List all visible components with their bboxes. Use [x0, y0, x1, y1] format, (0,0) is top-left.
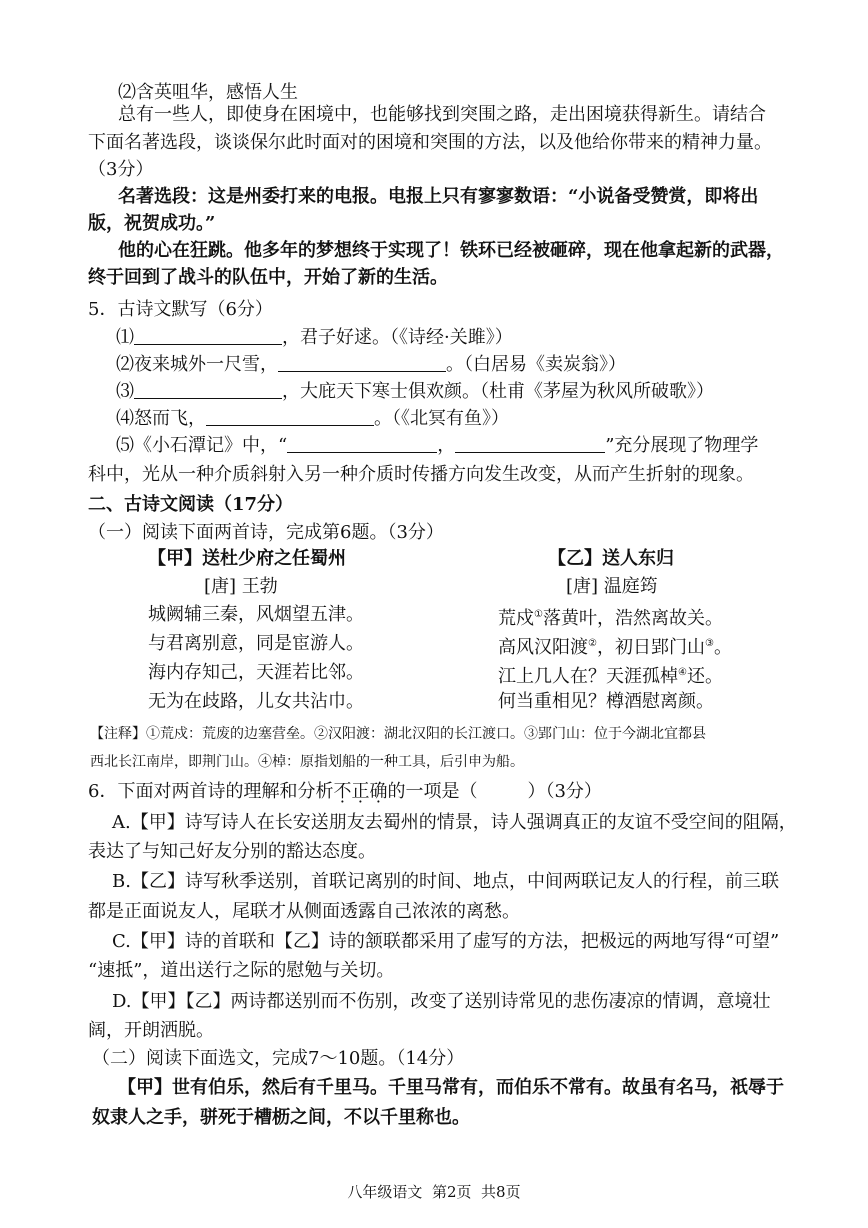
excerpt-line4: 终于回到了战斗的队伍中，开始了新的生活。	[88, 267, 448, 288]
part1-instruction: （一）阅读下面两首诗，完成第6题。（3分）	[88, 522, 444, 543]
excerpt-line1: 名著选段：这是州委打来的电报。电报上只有寥寥数语：“小说备受赞赏，即将出	[118, 186, 759, 207]
q5-item5	[116, 434, 758, 458]
poem-a-author: [唐] 王勃	[204, 576, 278, 597]
q5-item5-end: ”充分展现了物理学	[605, 435, 759, 456]
q5-item5-mid: ，	[437, 435, 456, 456]
answer-blank-2[interactable]	[278, 353, 446, 372]
q5-item1-num: ⑴	[116, 327, 134, 348]
poem-b-text: 还。	[686, 666, 723, 687]
answer-blank-5[interactable]	[287, 434, 437, 453]
q5-item2-end: 。（白居易《卖炭翁》）	[446, 354, 626, 375]
poem-b-text: 高风汉阳渡	[498, 637, 588, 658]
poem-b-text: 。	[713, 637, 732, 658]
q6-stem-text: 的一项是（	[387, 781, 478, 802]
q5-item1	[116, 326, 513, 350]
q5-title: 5．古诗文默写（6分）	[88, 299, 273, 320]
q4-prompt-line3: （3分）	[88, 159, 154, 180]
poem-a-line: 与君离别意，同是宦游人。	[148, 633, 364, 654]
answer-blank-6[interactable]	[455, 434, 605, 453]
q4-prompt-line2: 下面名著选段，谈谈保尔此时面对的困境和突围的方法，以及他给你带来的精神力量。	[88, 132, 772, 153]
poem-b-line	[498, 661, 723, 689]
q5-item4-text: ⑷怒而飞，	[116, 408, 206, 429]
option-b-line2: 都是正面说友人，尾联才从侧面透露自己浓浓的离愁。	[88, 901, 520, 922]
emphasis-char: 不	[333, 781, 352, 802]
q5-item5-text: ⑸《小石潭记》中，“	[116, 435, 288, 456]
poem-b-line	[498, 603, 723, 631]
answer-blank-4[interactable]	[206, 407, 374, 426]
option-b-line1: B.【乙】诗写秋季送别，首联记离别的时间、地点，中间两联记友人的行程，前三联	[112, 871, 779, 892]
footnote-marker: ③	[704, 638, 714, 649]
notes-line1: 【注释】①荒戍：荒废的边塞营垒。②汉阳渡：湖北汉阳的长江渡口。③郢门山：位于今湖北宜都县	[90, 726, 706, 742]
option-a-line1: A.【甲】诗写诗人在长安送朋友去蜀州的情景，诗人强调真正的友谊不受空间的阻隔，	[112, 812, 797, 833]
poem-a-line: 无为在歧路，儿女共沾巾。	[148, 691, 364, 712]
excerpt-line3: 他的心在狂跳。他多年的梦想终于实现了！铁环已经被砸碎，现在他拿起新的武器，	[118, 240, 784, 261]
poem-b-line: 何当重相见？樽酒慰离颜。	[498, 691, 714, 712]
q5-item4	[116, 407, 509, 431]
footnote-marker: ②	[588, 638, 597, 649]
poem-b-line	[498, 632, 732, 660]
passage-line1: 【甲】世有伯乐，然后有千里马。千里马常有，而伯乐不常有。故虽有名马，祇辱于	[118, 1077, 784, 1098]
poem-b-text: ，初日郢门山	[596, 637, 705, 658]
poem-b-text: 落黄叶，浩然离故关。	[542, 608, 723, 629]
poem-a-line: 海内存知己，天涯若比邻。	[148, 662, 364, 683]
q4-prompt-line1: 总有一些人，即使身在困境中，也能够找到突围之路，走出困境获得新生。请结合	[118, 104, 766, 125]
q5-item3	[116, 380, 714, 404]
option-c-line2: “速抵”，道出送行之际的慰勉与关切。	[88, 960, 395, 981]
q6-stem-text: ）（3分）	[527, 781, 602, 802]
poem-b-author: [唐] 温庭筠	[566, 576, 658, 597]
q5-item4-end: 。（《北冥有鱼》）	[374, 408, 509, 429]
part2-instruction: （二）阅读下面选文，完成7～10题。（14分）	[92, 1048, 465, 1069]
q5-item1-text: ，君子好逑。（《诗经·关雎》）	[282, 327, 513, 348]
answer-blank-1[interactable]	[134, 326, 282, 345]
q4-subtitle: ⑵含英咀华，感悟人生	[118, 82, 298, 103]
q5-item3-text: ，大庇天下寒士俱欢颜。（杜甫《茅屋为秋风所破歌》）	[282, 381, 714, 402]
option-d-line2: 阔，开朗洒脱。	[88, 1020, 214, 1041]
q5-item2-text: ⑵夜来城外一尺雪，	[116, 354, 278, 375]
q5-item5-line2: 科中，光从一种介质斜射入另一种介质时传播方向发生改变，从而产生折射的现象。	[88, 464, 754, 485]
notes-line2: 西北长江南岸，即荆门山。④棹：原指划船的一种工具，后引申为船。	[90, 754, 524, 770]
footnote-marker: ①	[534, 609, 543, 620]
option-c-line1: C.【甲】诗的首联和【乙】诗的颔联都采用了虚写的方法，把极远的两地写得“可望”	[112, 931, 780, 952]
passage-line2: 奴隶人之手，骈死于槽枥之间，不以千里称也。	[92, 1107, 470, 1128]
poem-b-title: 【乙】送人东归	[548, 548, 674, 569]
poem-b-text: 江上几人在？天涯孤棹	[498, 666, 678, 687]
poem-a-line: 城阙辅三秦，风烟望五津。	[148, 604, 364, 625]
page-footer: 八年级语文 第2页 共8页	[347, 1183, 521, 1201]
q5-item3-num: ⑶	[116, 381, 134, 402]
emphasis-char: 正	[351, 781, 370, 802]
q6-stem	[88, 780, 602, 804]
option-a-line2: 表达了与知己好友分别的豁达态度。	[88, 841, 376, 862]
footnote-marker: ④	[678, 667, 687, 678]
q6-stem-text: 6．下面对两首诗的理解和分析	[88, 781, 334, 802]
emphasis-char: 确	[369, 781, 388, 802]
option-d-line1: D.【甲】【乙】两诗都送别而不伤别，改变了送别诗常见的悲伤凄凉的情调，意境壮	[112, 991, 771, 1012]
section-title: 二、古诗文阅读（17分）	[88, 494, 294, 515]
answer-blank-3[interactable]	[134, 380, 282, 399]
q5-item2	[116, 353, 626, 377]
poem-b-text: 荒戍	[498, 608, 534, 629]
poem-a-title: 【甲】送杜少府之任蜀州	[148, 548, 346, 569]
excerpt-line2: 版，祝贺成功。”	[88, 213, 216, 234]
